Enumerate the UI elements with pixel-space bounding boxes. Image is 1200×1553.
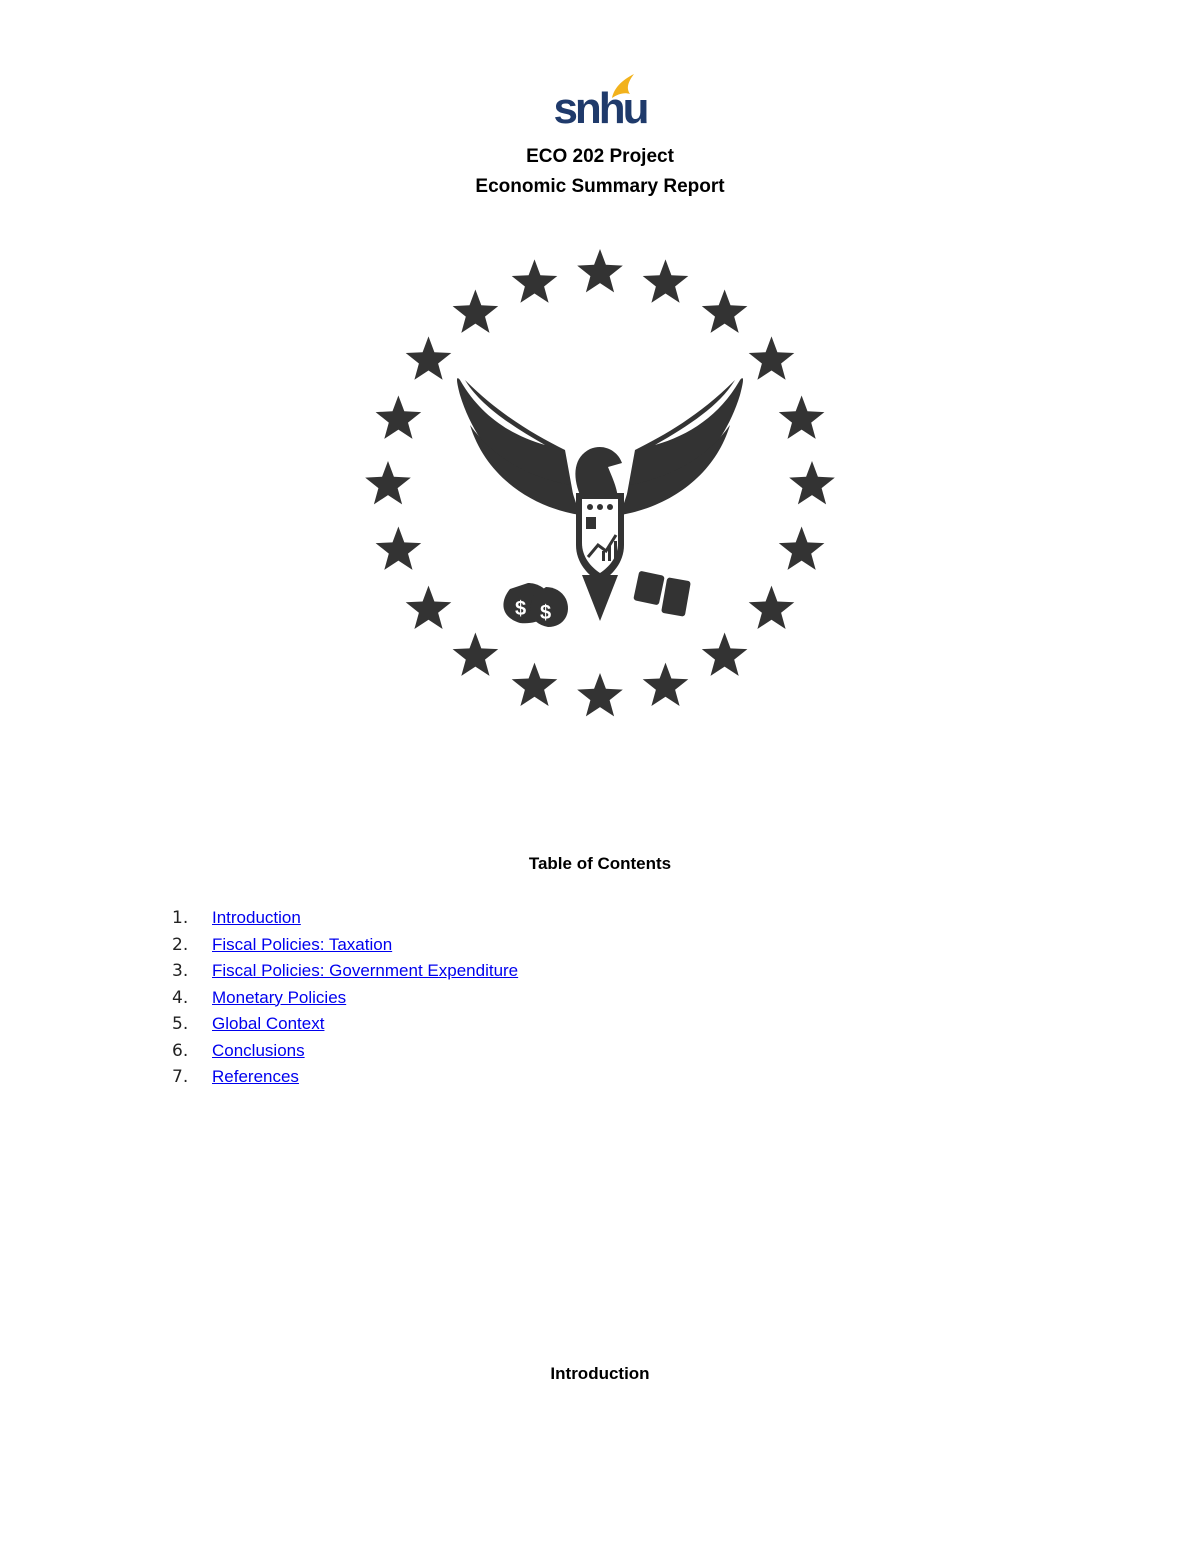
star-icon xyxy=(365,461,411,504)
toc-item-number: 4. xyxy=(172,987,189,1008)
toc-link-conclusions[interactable]: Conclusions xyxy=(212,1040,305,1060)
eagle-seal-icon xyxy=(360,245,840,725)
section-heading-introduction: Introduction xyxy=(550,1364,650,1383)
star-icon xyxy=(749,336,795,379)
course-title: ECO 202 Project xyxy=(526,146,674,167)
star-icon xyxy=(702,633,748,676)
star-icon xyxy=(643,259,689,302)
toc-link-global-context[interactable]: Global Context xyxy=(212,1014,325,1033)
toc-item-number: 3. xyxy=(172,961,189,981)
toc-link-references[interactable]: References xyxy=(212,1067,299,1086)
star-icon xyxy=(779,527,825,570)
star-icon xyxy=(376,396,422,439)
toc-heading: Table of Contents xyxy=(528,854,672,873)
toc-item xyxy=(172,905,518,932)
star-icon xyxy=(702,290,748,333)
toc-item-number: 5. xyxy=(172,1014,189,1034)
star-icon xyxy=(406,586,452,629)
star-icon xyxy=(376,527,422,570)
logo-wordmark: snhu xyxy=(553,84,647,133)
star-icon xyxy=(749,586,795,629)
toc-item-number: 2. xyxy=(172,934,189,955)
toc-item-number: 6. xyxy=(172,1040,189,1061)
star-icon xyxy=(453,290,499,333)
toc-link-monetary-policies[interactable]: Monetary Policies xyxy=(212,987,347,1007)
star-icon xyxy=(453,633,499,676)
toc-item-number: 7. xyxy=(172,1067,189,1087)
star-icon xyxy=(406,336,452,379)
star-icon xyxy=(577,673,623,716)
toc-item xyxy=(172,1064,518,1091)
svg-text:$: $ xyxy=(515,598,527,620)
snhu-logo xyxy=(540,70,660,138)
toc-item xyxy=(172,958,518,985)
toc-link-government-expenditure[interactable]: Fiscal Policies: Government Expenditure xyxy=(212,961,519,980)
report-title xyxy=(0,142,1200,202)
svg-text:$: $ xyxy=(540,602,552,624)
eagle-icon xyxy=(457,378,743,627)
star-icon xyxy=(512,259,558,302)
toc-item-number: 1. xyxy=(172,908,189,928)
table-of-contents xyxy=(172,905,518,1091)
star-icon xyxy=(643,663,689,706)
star-icon xyxy=(577,249,623,292)
star-icon xyxy=(789,461,835,504)
toc-item xyxy=(172,1011,518,1038)
toc-item xyxy=(172,932,518,959)
toc-link-introduction[interactable]: Introduction xyxy=(212,908,301,927)
toc-item xyxy=(172,985,518,1012)
toc-link-taxation[interactable]: Fiscal Policies: Taxation xyxy=(212,934,393,954)
star-icon xyxy=(512,663,558,706)
star-icon xyxy=(779,396,825,439)
toc-item xyxy=(172,1038,518,1065)
report-subtitle: Economic Summary Report xyxy=(475,176,725,197)
